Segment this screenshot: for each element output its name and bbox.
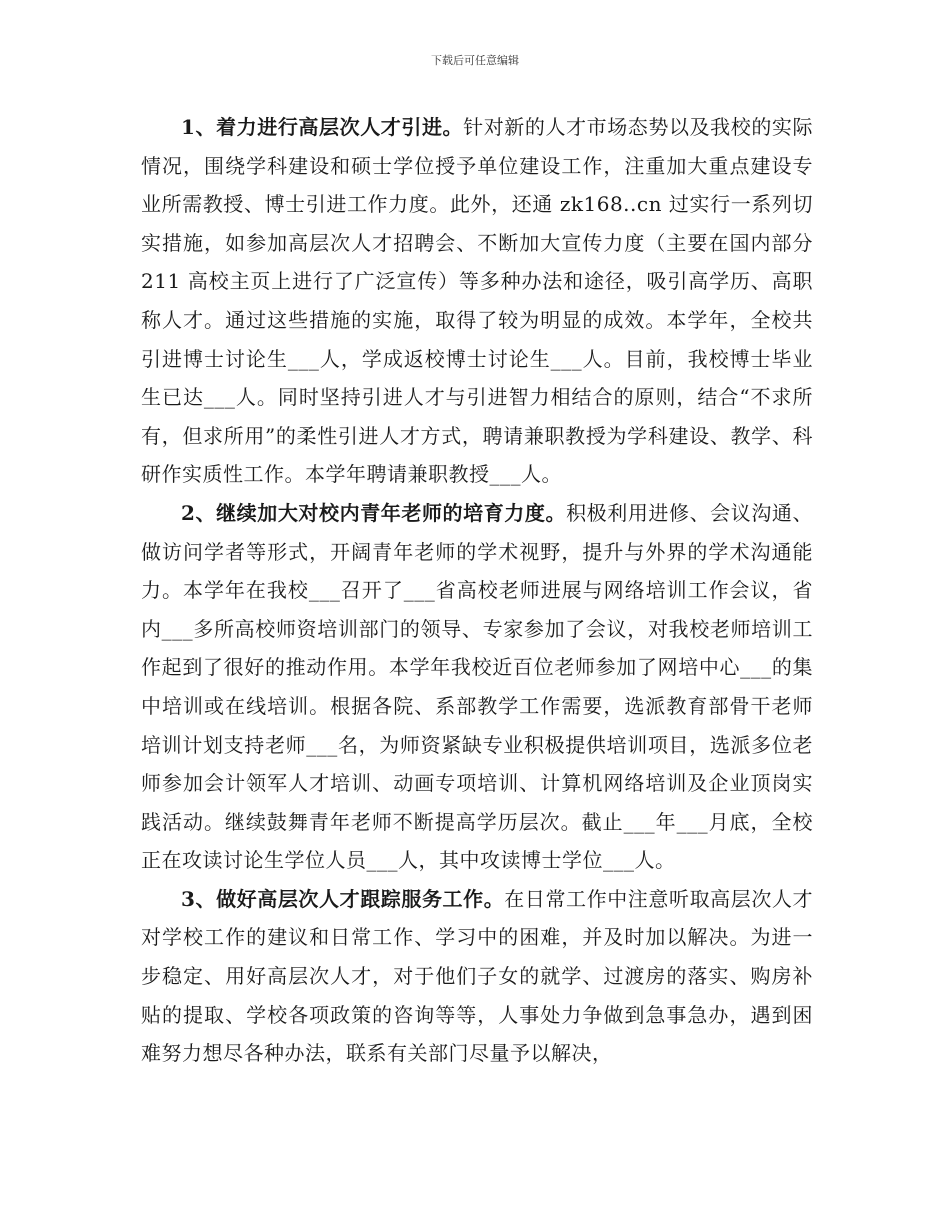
paragraph-2-heading: 2、继续加大对校内青年老师的培育力度。: [181, 500, 567, 525]
paragraph-3-text: 在日常工作中注意听取高层次人才对学校工作的建议和日常工作、学习中的困难，并及时加以解决。为进一步稳定、用好高层次人才，对于他们子女的就学、过渡房的落实、购房补贴的提取、学校各项政策的咨询等等，人事处力争做到急事急办，遇到困难努力想尽各种办法，联系有关部门尽量予以解决，: [141, 886, 813, 1066]
paragraph-1-heading: 1、着力进行高层次人才引进。: [181, 115, 464, 139]
paragraph-3: [141, 880, 813, 1073]
document-body: [141, 108, 813, 1073]
paragraph-2: [141, 494, 813, 880]
paragraph-1: [141, 108, 813, 494]
paragraph-3-heading: 3、做好高层次人才跟踪服务工作。: [181, 886, 505, 911]
paragraph-1-text: 针对新的人才市场态势以及我校的实际情况，围绕学科建设和硕士学位授予单位建设工作，注重加大重点建设专业所需教授、博士引进工作力度。此外，还通 zk168..cn 过实行一系列切实措施，如参加高层次人才招聘会、不断加大宣传力度（主要在国内部分 211 高校主页上进行了广泛宣传）等多种办法和途径，吸引高学历、高职称人才。通过这些措施的实施，取得了较为明显的成效。本学年，全校共引进博士讨论生___人，学成返校博士讨论生___人。目前，我校博士毕业生已达___人。同时坚持引进人才与引进智力相结合的原则，结合“不求所有，但求所用”的柔性引进人才方式，聘请兼职教授为学科建设、教学、科研作实质性工作。本学年聘请兼职教授___人。: [141, 115, 813, 487]
paragraph-2-text: 积极利用进修、会议沟通、做访问学者等形式，开阔青年老师的学术视野，提升与外界的学术沟通能力。本学年在我校___召开了___省高校老师进展与网络培训工作会议，省内___多所高校师资培训部门的领导、专家参加了会议，对我校老师培训工作起到了很好的推动作用。本学年我校近百位老师参加了网培中心___的集中培训或在线培训。根据各院、系部教学工作需要，选派教育部骨干老师培训计划支持老师___名，为师资紧缺专业积极提供培训项目，选派多位老师参加会计领军人才培训、动画专项培训、计算机网络培训及企业顶岗实践活动。继续鼓舞青年老师不断提高学历层次。截止___年___月底，全校正在攻读讨论生学位人员___人，其中攻读博士学位___人。: [141, 500, 814, 873]
header-note: 下载后可任意编辑: [431, 54, 519, 67]
